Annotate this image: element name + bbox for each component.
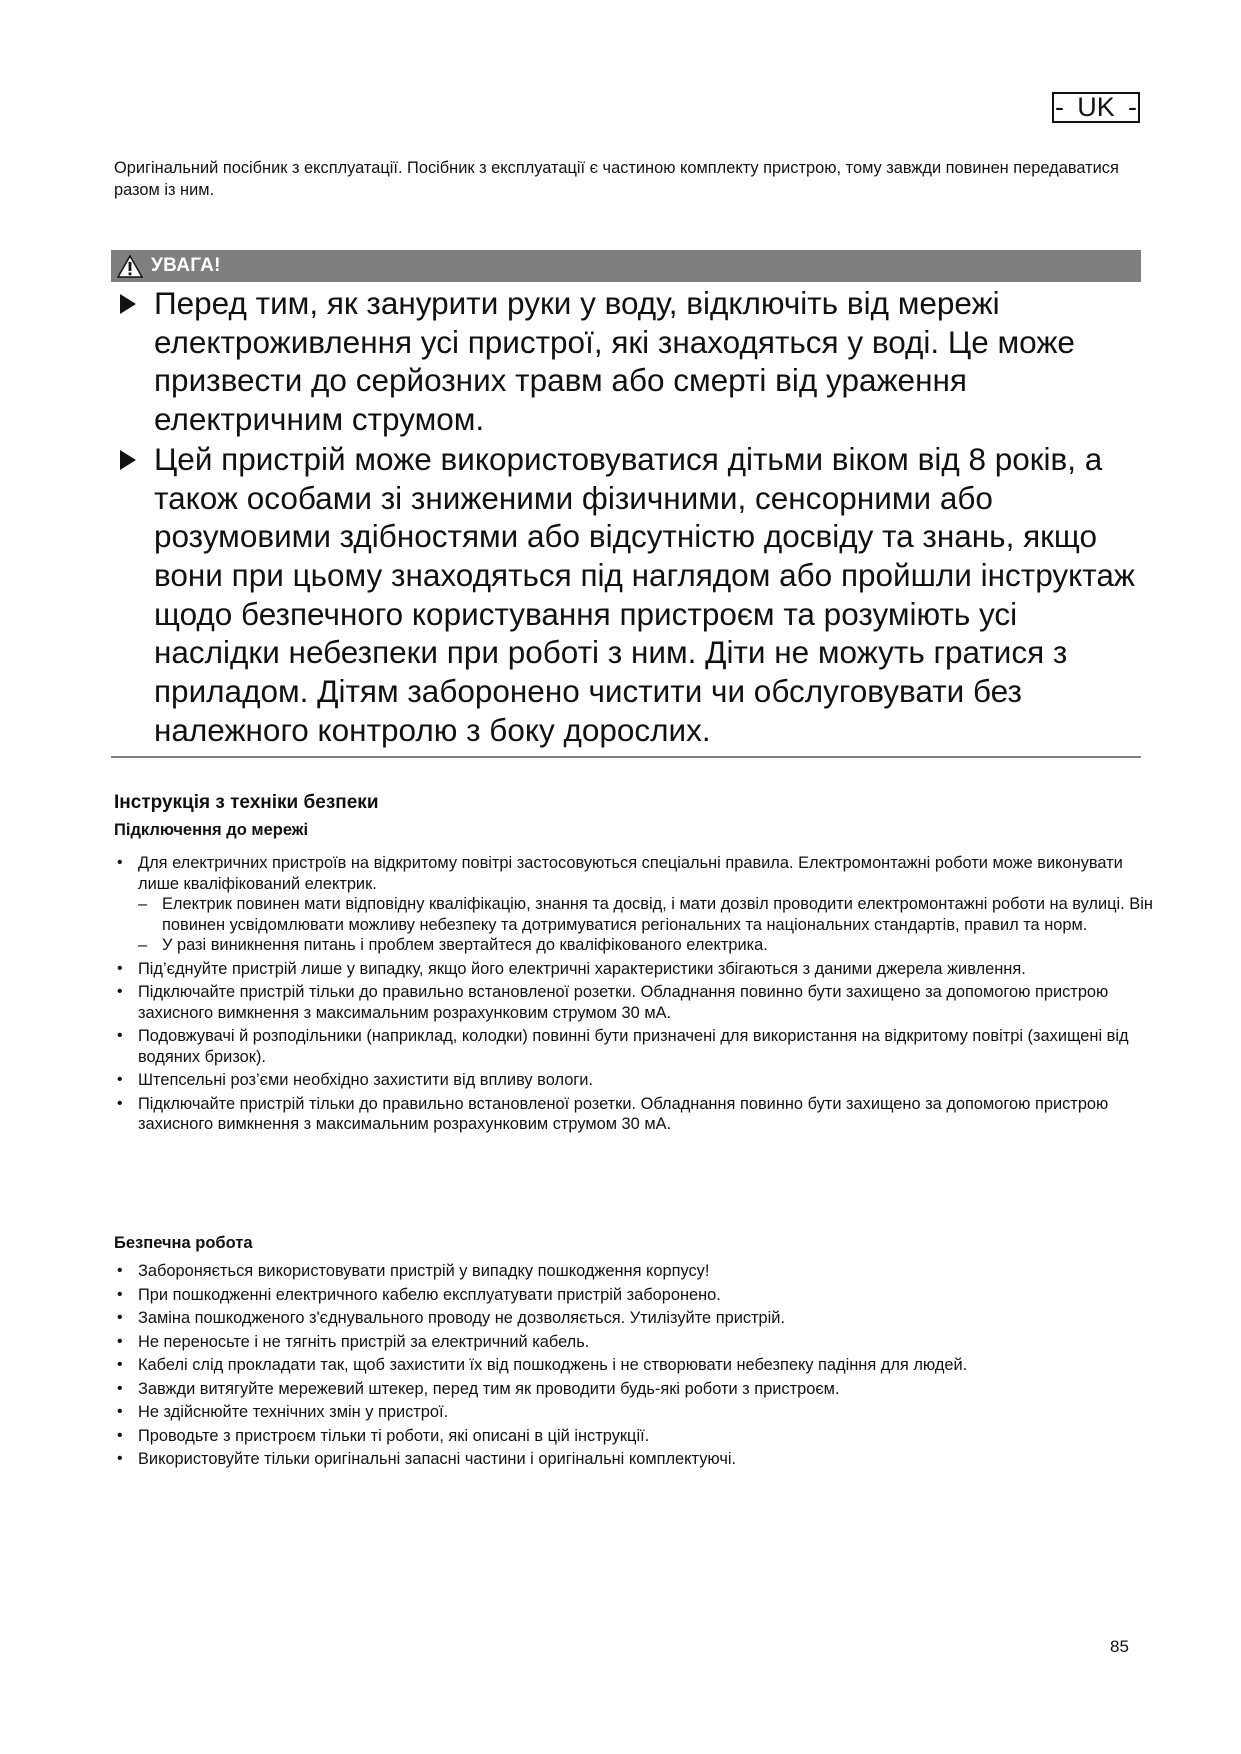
list-item: • Підключайте пристрій тільки до правильно встановленої розетки. Обладнання повинно бути захищено за допомогою пристрою захисного вимкнення з максимальним розрахунковим струмом 30 мА. <box>114 1094 1154 1135</box>
warning-triangle-icon <box>117 255 143 278</box>
warning-item <box>111 440 1141 750</box>
connection-title: Підключення до мережі <box>114 821 309 839</box>
list-item <box>114 853 1154 956</box>
connection-sublist <box>138 894 1154 956</box>
list-item: • Подовжувачі й розподільники (наприклад, колодки) повинні бути призначені для використання на відкритому повітрі (захищені від водяних бризок). <box>114 1026 1154 1067</box>
language-badge <box>1052 92 1140 123</box>
safety-title: Інструкція з техніки безпеки <box>114 792 379 813</box>
warning-header <box>111 250 1141 282</box>
list-item: • Завжди витягуйте мережевий штекер, перед тим як проводити будь-які роботи з пристроєм. <box>114 1379 1154 1400</box>
sublist-item: – У разі виникнення питань і проблем звертайтеся до кваліфікованого електрика. <box>138 935 1154 956</box>
list-item: • Не переносьте і не тягніть пристрій за електричний кабель. <box>114 1332 1154 1353</box>
list-item: • Забороняється використовувати пристрій у випадку пошкодження корпусу! <box>114 1261 1154 1282</box>
warning-item-text: Цей пристрій може використовуватися дітьми віком від 8 років, а також особами зі зниженими фізичними, сенсорними або розумовими здібностями або відсутністю досвіду та знань, якщо вони при цьому знаходяться під наглядом або пройшли інструктаж щодо безпечного користування пристроєм та розуміють усі наслідки небезпеки при роботі з ним. Діти не можуть гратися з приладом. Дітям заборонено чистити чи обслуговувати без належного контролю з боку дорослих. <box>154 440 1135 748</box>
sublist-item: – Електрик повинен мати відповідну кваліфікацію, знання та досвід, і мати дозвіл проводити електромонтажні роботи на вулиці. Він повинен усвідомлювати можливу небезпеку та дотримуватися регіональних та національних стандартів, правил та норм. <box>138 894 1154 935</box>
list-item: • Штепсельні роз’єми необхідно захистити від впливу вологи. <box>114 1070 1154 1091</box>
page-number: 85 <box>1110 1637 1129 1656</box>
warning-item <box>111 284 1141 439</box>
operation-title: Безпечна робота <box>114 1234 253 1252</box>
list-item: • Не здійснюйте технічних змін у пристрої. <box>114 1402 1154 1423</box>
arrow-bullet-icon <box>120 450 136 470</box>
lang-badge-dash-left: - <box>1055 92 1064 122</box>
list-item: • Кабелі слід прокладати так, щоб захистити їх від пошкоджень і не створювати небезпеку падіння для людей. <box>114 1355 1154 1376</box>
warning-body <box>111 284 1141 758</box>
connection-list <box>114 853 1154 1135</box>
arrow-bullet-icon <box>120 294 136 314</box>
list-item: • Під’єднуйте пристрій лише у випадку, якщо його електричні характеристики збігаються з даними джерела живлення. <box>114 959 1154 980</box>
list-item: • Проводьте з пристроєм тільки ті роботи, які описані в цій інструкції. <box>114 1426 1154 1447</box>
list-item: • Підключайте пристрій тільки до правильно встановленої розетки. Обладнання повинно бути захищено за допомогою пристрою захисного вимкнення з максимальним розрахунковим струмом 30 мА. <box>114 982 1154 1023</box>
operation-section <box>114 1232 1154 1473</box>
intro-text: Оригінальний посібник з експлуатації. Посібник з експлуатації є частиною комплекту пристрою, тому завжди повинен передаватися разом із ним. <box>114 159 1119 199</box>
list-item-text: Для електричних пристроїв на відкритому повітрі застосовуються спеціальні правила. Електромонтажні роботи може виконувати лише кваліфікований електрик. <box>138 854 1123 893</box>
operation-list <box>114 1261 1154 1470</box>
safety-section <box>114 791 1154 1138</box>
list-item: • При пошкодженні електричного кабелю експлуатувати пристрій заборонено. <box>114 1285 1154 1306</box>
lang-badge-dash-right: - <box>1127 92 1137 122</box>
lang-badge-code: UK <box>1077 92 1115 122</box>
list-item: • Використовуйте тільки оригінальні запасні частини і оригінальні комплектуючі. <box>114 1449 1154 1470</box>
warning-item-text: Перед тим, як занурити руки у воду, відключіть від мережі електроживлення усі пристрої, які знаходяться у воді. Це може призвести до серйозних травм або смерті від ураження електричним струмом. <box>154 285 1075 438</box>
list-item: • Заміна пошкодженого з'єднувального проводу не дозволяється. Утилізуйте пристрій. <box>114 1308 1154 1329</box>
warning-label: УВАГА! <box>151 255 221 276</box>
